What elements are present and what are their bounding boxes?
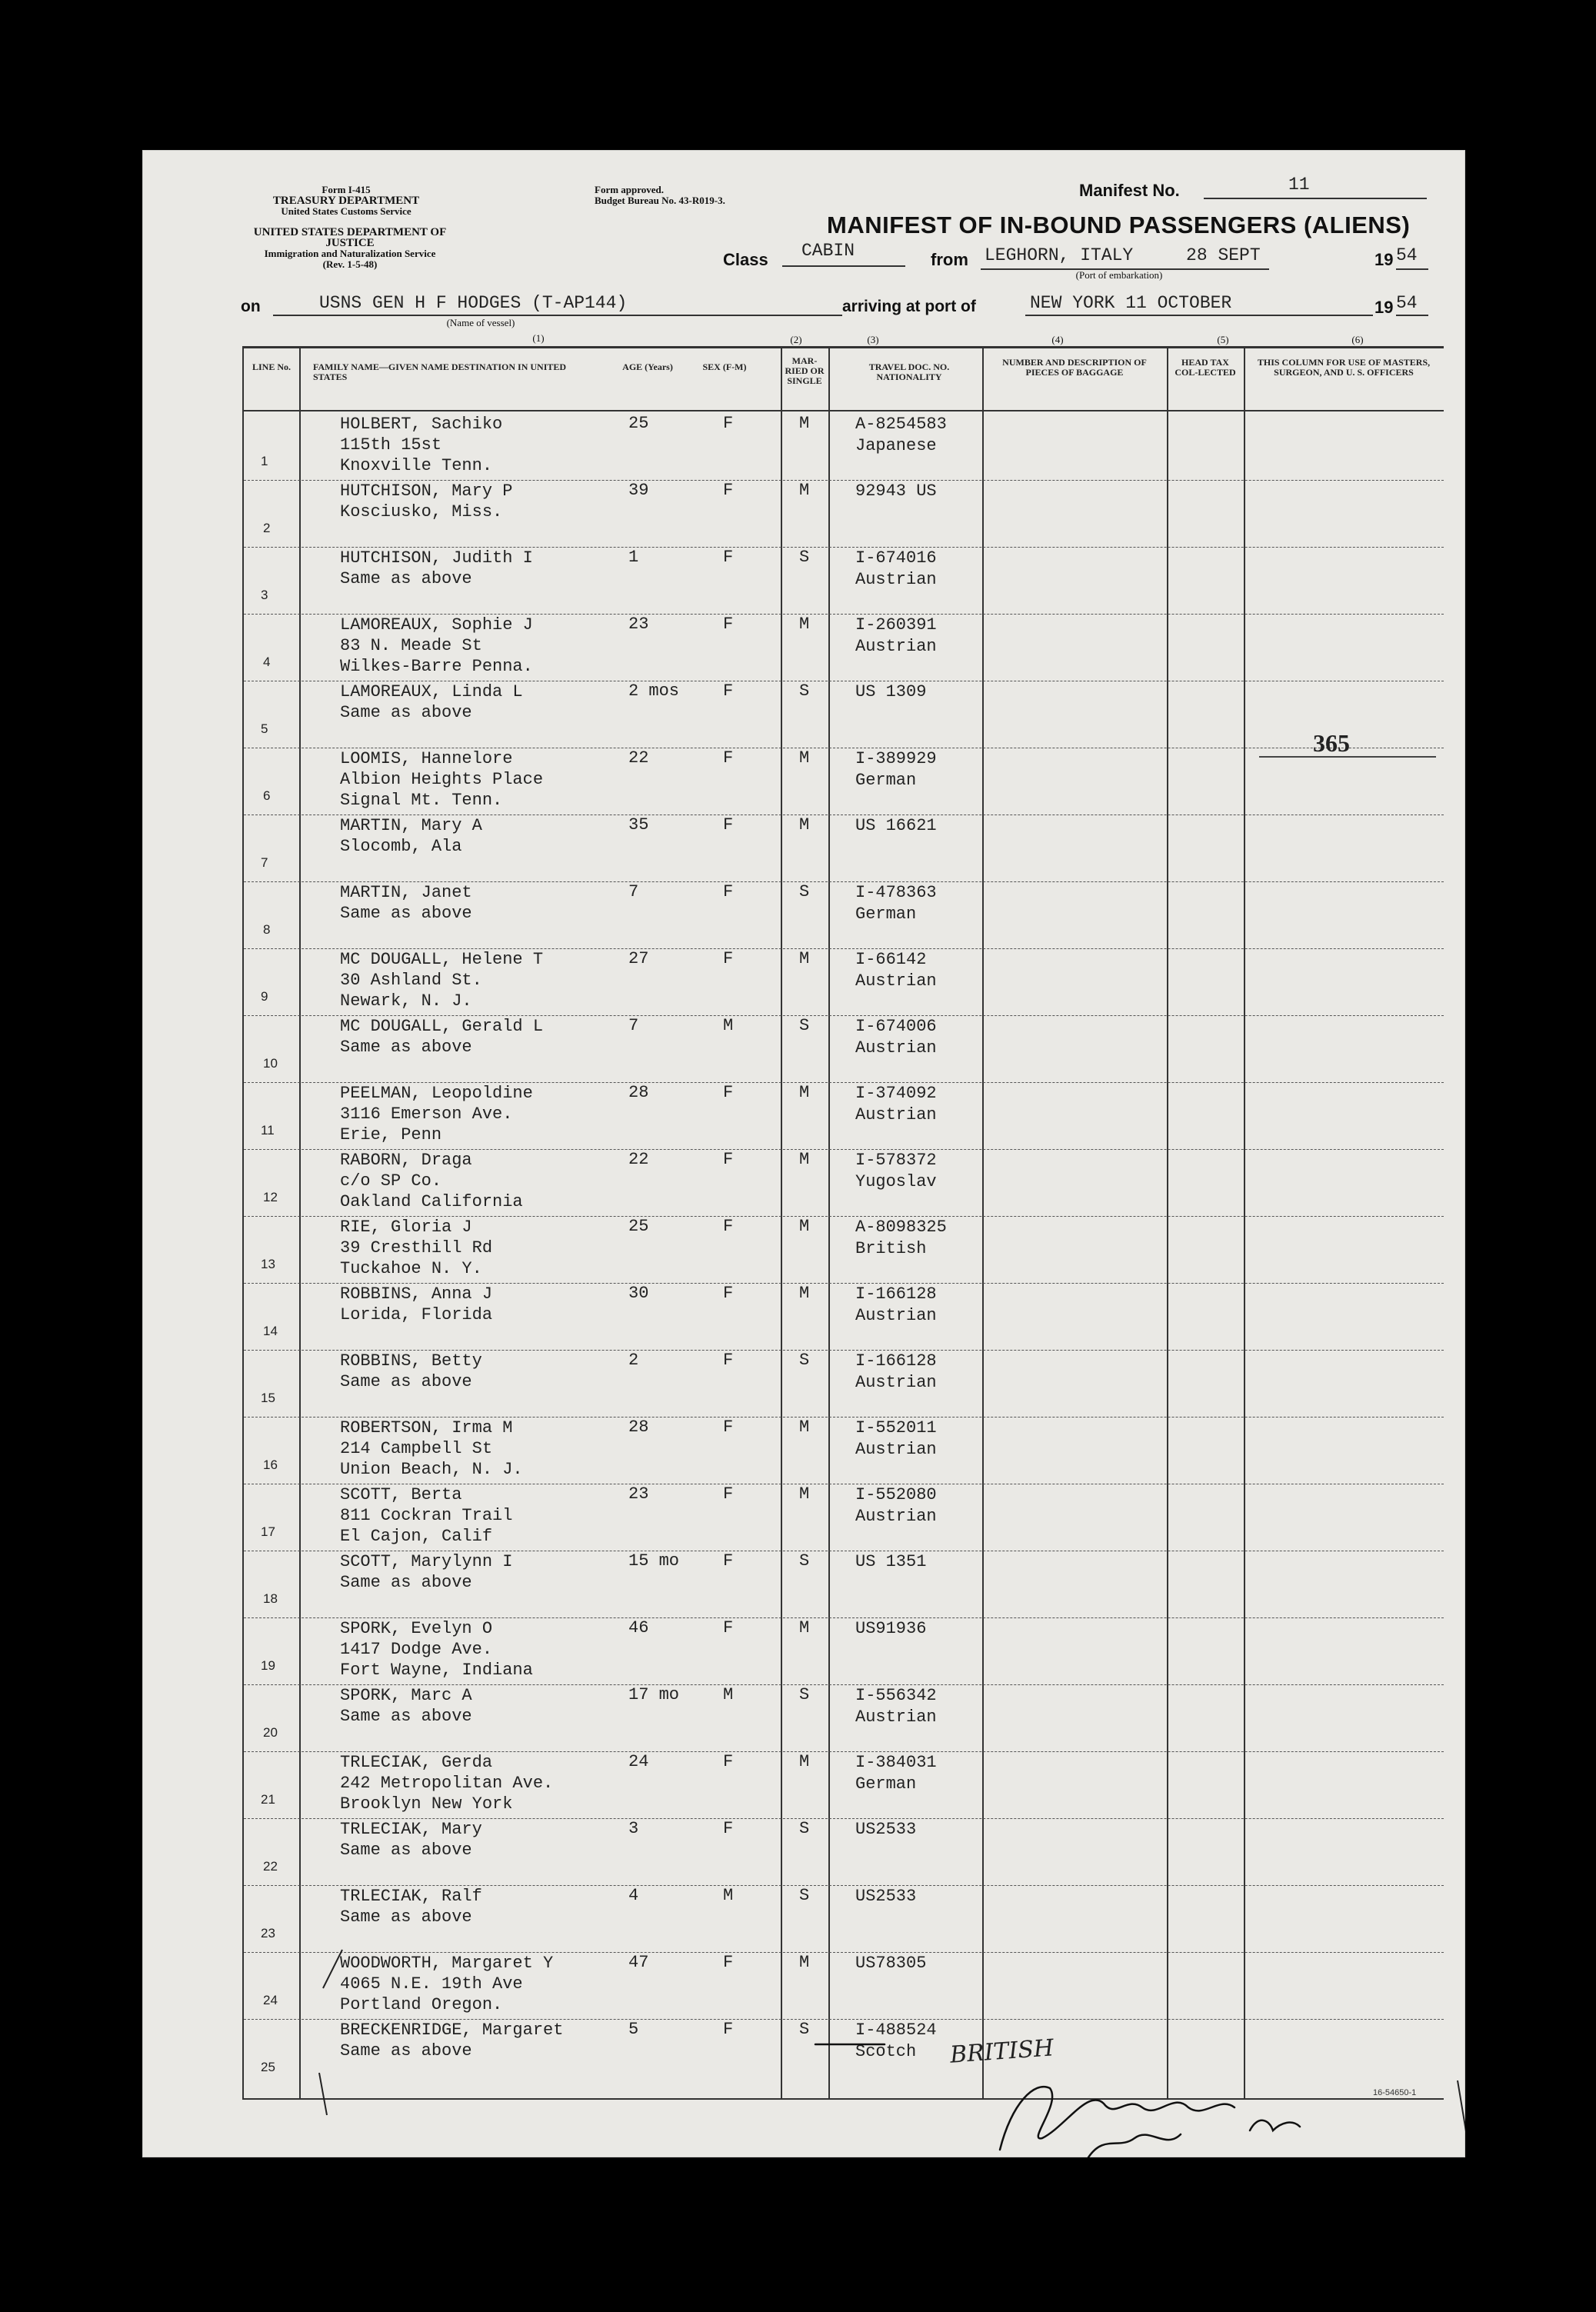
stamp-number: 365 (1313, 729, 1350, 757)
line-number: 1 (261, 454, 268, 468)
year-prefix: 19 (1374, 250, 1394, 269)
sex: F (723, 1150, 734, 1169)
col-num-1: (1) (532, 332, 545, 344)
travel-doc-number: US78305 (855, 1954, 927, 1973)
nationality: Austrian (855, 1707, 937, 1727)
manifest-no-text: 11 (1288, 175, 1310, 195)
travel-doc-number: I-674016 (855, 548, 937, 568)
nationality: Austrian (855, 570, 937, 589)
family-given-name: LOOMIS, Hannelore (340, 749, 513, 768)
form-number: Form I-415 (322, 184, 371, 195)
port-embarkation-caption: (Port of embarkation) (1075, 269, 1163, 281)
handwriting-marks (142, 150, 1465, 2157)
age: 15 mo (628, 1551, 680, 1571)
line-number: 17 (261, 1524, 275, 1539)
destination-line-1: Same as above (340, 703, 472, 722)
sex: F (723, 1618, 734, 1637)
destination-line-2: Newark, N. J. (340, 991, 472, 1011)
family-given-name: ROBBINS, Anna J (340, 1284, 493, 1304)
header-officer-use: THIS COLUMN FOR USE OF MASTERS, SURGEON, AND U. S. OFFICERS (1257, 357, 1431, 378)
destination-line-2: Erie, Penn (340, 1125, 442, 1144)
line-number: 10 (263, 1056, 278, 1071)
age: 2 mos (628, 681, 680, 701)
nationality: British (855, 1239, 927, 1258)
destination-line-1: 39 Cresthill Rd (340, 1238, 493, 1258)
family-given-name: RABORN, Draga (340, 1151, 472, 1170)
destination-line-1: 115th 15st (340, 435, 442, 455)
marital-status: M (799, 1953, 810, 1972)
marital-status: M (799, 1418, 810, 1437)
class-value: CABIN (801, 241, 855, 261)
marital-status: M (799, 1484, 810, 1504)
travel-doc-number: I-478363 (855, 883, 937, 902)
family-given-name: SPORK, Marc A (340, 1686, 472, 1705)
age: 46 (628, 1618, 649, 1637)
nationality: Austrian (855, 1038, 937, 1058)
check-mark (319, 2073, 327, 2115)
line-number: 11 (261, 1123, 275, 1138)
age: 23 (628, 1484, 649, 1504)
year2-value: 54 (1396, 293, 1418, 313)
age: 5 (628, 2020, 639, 2039)
col-num-5: (5) (1217, 334, 1229, 345)
nationality: Austrian (855, 1306, 937, 1325)
travel-doc-number: US 1309 (855, 682, 927, 701)
marital-status: S (799, 1819, 810, 1838)
header-line-no: LINE No. (252, 361, 291, 372)
line-number: 22 (263, 1859, 278, 1874)
marital-status: S (799, 1886, 810, 1905)
family-given-name: TRLECIAK, Mary (340, 1820, 482, 1839)
marital-status: S (799, 1551, 810, 1571)
page-fold-corner (1458, 2080, 1465, 2150)
col-num-2: (2) (790, 334, 802, 345)
destination-line-2: Union Beach, N. J. (340, 1460, 523, 1479)
sex: F (723, 481, 734, 500)
line-number: 7 (261, 855, 268, 870)
line-number: 5 (261, 721, 268, 736)
line-number: 25 (261, 2060, 275, 2074)
family-given-name: SCOTT, Berta (340, 1485, 462, 1504)
family-given-name: MARTIN, Janet (340, 883, 472, 902)
family-given-name: TRLECIAK, Ralf (340, 1887, 482, 1906)
age: 25 (628, 414, 649, 433)
age: 22 (628, 748, 649, 768)
vessel-name: USNS GEN H F HODGES (T-AP144) (319, 293, 628, 313)
destination-line-1: Kosciusko, Miss. (340, 502, 503, 521)
destination-line-1: Same as above (340, 1372, 472, 1391)
destination-line-1: Same as above (340, 1573, 472, 1592)
budget-bureau: Budget Bureau No. 43-R019-3. (595, 195, 725, 206)
marital-status: M (799, 815, 810, 835)
travel-doc-number: I-389929 (855, 749, 937, 768)
line-number: 3 (261, 588, 268, 602)
destination-line-1: 1417 Dodge Ave. (340, 1640, 493, 1659)
nationality: German (855, 1774, 917, 1794)
travel-doc-number: US 16621 (855, 816, 937, 835)
line-number: 12 (263, 1190, 278, 1204)
destination-line-1: c/o SP Co. (340, 1171, 442, 1191)
line-number: 15 (261, 1391, 275, 1405)
sex: M (723, 1016, 734, 1035)
british-handwritten: BRITISH (948, 2034, 1055, 2069)
sex: F (723, 1284, 734, 1303)
travel-doc-number: US2533 (855, 1820, 917, 1839)
sex: F (723, 748, 734, 768)
sex: F (723, 882, 734, 901)
travel-doc-number: US91936 (855, 1619, 927, 1638)
destination-line-1: 811 Cockran Trail (340, 1506, 513, 1525)
from-value: LEGHORN, ITALY (985, 245, 1134, 265)
sex: F (723, 1351, 734, 1370)
line-number: 2 (263, 521, 271, 535)
nationality: Austrian (855, 971, 937, 991)
line-number: 18 (263, 1591, 278, 1606)
vessel-caption: (Name of vessel) (446, 317, 515, 328)
family-given-name: ROBBINS, Betty (340, 1351, 482, 1371)
age: 27 (628, 949, 649, 968)
nationality: Japanese (855, 436, 937, 455)
signature-second-line (1088, 2134, 1181, 2157)
age: 3 (628, 1819, 639, 1838)
date-value: 28 SEPT (1186, 245, 1261, 265)
header-age: AGE (Years) (622, 361, 673, 372)
travel-doc-number: US 1351 (855, 1552, 927, 1571)
marital-status: M (799, 1217, 810, 1236)
destination-line-1: Same as above (340, 1841, 472, 1860)
nationality: Austrian (855, 1507, 937, 1526)
marital-status: S (799, 2020, 810, 2039)
marital-status: S (799, 1685, 810, 1704)
on-label: on (241, 298, 261, 315)
family-given-name: TRLECIAK, Gerda (340, 1753, 493, 1772)
marital-status: M (799, 949, 810, 968)
destination-line-1: 83 N. Meade St (340, 636, 482, 655)
line-number: 23 (261, 1926, 275, 1941)
family-given-name: ROBERTSON, Irma M (340, 1418, 513, 1438)
destination-line-1: 242 Metropolitan Ave. (340, 1774, 554, 1793)
nationality: German (855, 771, 917, 790)
travel-doc-number: I-488524 (855, 2021, 937, 2040)
destination-line-1: 4065 N.E. 19th Ave (340, 1974, 523, 1994)
sex: F (723, 548, 734, 567)
age: 4 (628, 1886, 639, 1905)
col-num-6: (6) (1351, 334, 1364, 345)
signature-scribble (1000, 2087, 1234, 2150)
travel-doc-number: I-66142 (855, 950, 927, 969)
family-given-name: HOLBERT, Sachiko (340, 415, 503, 434)
family-given-name: PEELMAN, Leopoldine (340, 1084, 533, 1103)
family-given-name: WOODWORTH, Margaret Y (340, 1954, 554, 1973)
destination-line-2: Tuckahoe N. Y. (340, 1259, 482, 1278)
line-number: 21 (261, 1792, 275, 1807)
marital-status: S (799, 1016, 810, 1035)
destination-line-2: Knoxville Tenn. (340, 456, 493, 475)
age: 28 (628, 1418, 649, 1437)
age: 2 (628, 1351, 639, 1370)
marital-status: M (799, 1284, 810, 1303)
line-number: 14 (263, 1324, 278, 1338)
family-given-name: BRECKENRIDGE, Margaret (340, 2021, 564, 2040)
header-sex: SEX (F-M) (702, 361, 747, 372)
destination-line-2: Fort Wayne, Indiana (340, 1661, 533, 1680)
age: 35 (628, 815, 649, 835)
sex: M (723, 1685, 734, 1704)
sex: F (723, 1752, 734, 1771)
travel-doc-number: I-384031 (855, 1753, 937, 1772)
family-given-name: MC DOUGALL, Helene T (340, 950, 544, 969)
travel-doc-number: I-552011 (855, 1418, 937, 1438)
line-number: 20 (263, 1725, 278, 1740)
travel-doc-number: I-374092 (855, 1084, 937, 1103)
header-baggage: NUMBER AND DESCRIPTION OF PIECES OF BAGGAGE (1002, 357, 1147, 378)
destination-line-2: Wilkes-Barre Penna. (340, 657, 533, 676)
header-travel-doc: TRAVEL DOC. NO. NATIONALITY (868, 361, 950, 382)
check-mark (323, 1950, 342, 1988)
sex: F (723, 1551, 734, 1571)
family-given-name: MC DOUGALL, Gerald L (340, 1017, 544, 1036)
line-number: 6 (263, 788, 271, 803)
customs-service: United States Customs Service (281, 205, 411, 217)
arrival-value: NEW YORK 11 OCTOBER (1030, 293, 1232, 313)
year-value: 54 (1396, 245, 1418, 265)
year2-prefix: 19 (1374, 298, 1394, 317)
nationality: Yugoslav (855, 1172, 937, 1191)
arriving-label: arriving at port of (842, 298, 976, 315)
travel-doc-number: I-578372 (855, 1151, 937, 1170)
marital-status: M (799, 1618, 810, 1637)
marital-status: M (799, 1083, 810, 1102)
marital-status: S (799, 1351, 810, 1370)
age: 1 (628, 548, 639, 567)
family-given-name: HUTCHISON, Judith I (340, 548, 533, 568)
family-given-name: LAMOREAUX, Linda L (340, 682, 523, 701)
nationality: Austrian (855, 1373, 937, 1392)
signature-initials (1250, 2120, 1300, 2130)
travel-doc-number: A-8254583 (855, 415, 947, 434)
marital-status: M (799, 1150, 810, 1169)
header-name: FAMILY NAME—GIVEN NAME DESTINATION IN UNITED STATES (313, 361, 567, 382)
age: 24 (628, 1752, 649, 1771)
nationality: Austrian (855, 1440, 937, 1459)
travel-doc-number: US2533 (855, 1887, 917, 1906)
marital-status: M (799, 1752, 810, 1771)
destination-line-1: 30 Ashland St. (340, 971, 482, 990)
sex: M (723, 1886, 734, 1905)
doj-title: UNITED STATES DEPARTMENT OF JUSTICE (253, 226, 447, 249)
destination-line-2: Oakland California (340, 1192, 523, 1211)
treasury-dept: TREASURY DEPARTMENT (272, 195, 420, 207)
sex: F (723, 949, 734, 968)
nationality: German (855, 904, 917, 924)
from-label: from (931, 250, 968, 269)
manifest-title: MANIFEST OF IN-BOUND PASSENGERS (ALIENS) (827, 212, 1411, 238)
destination-line-1: Same as above (340, 1038, 472, 1057)
destination-line-1: Same as above (340, 1907, 472, 1927)
family-given-name: LAMOREAUX, Sophie J (340, 615, 533, 635)
age: 30 (628, 1284, 649, 1303)
travel-doc-number: A-8098325 (855, 1218, 947, 1237)
line-number: 16 (263, 1457, 278, 1472)
destination-line-2: Brooklyn New York (340, 1794, 513, 1814)
marital-status: M (799, 615, 810, 634)
family-given-name: HUTCHISON, Mary P (340, 481, 513, 501)
family-given-name: RIE, Gloria J (340, 1218, 472, 1237)
destination-line-1: Same as above (340, 1707, 472, 1726)
manifest-no-label: Manifest No. (1079, 181, 1180, 200)
destination-line-2: Portland Oregon. (340, 1995, 503, 2014)
destination-line-1: Same as above (340, 569, 472, 588)
col-num-4: (4) (1051, 334, 1064, 345)
travel-doc-number: I-166128 (855, 1284, 937, 1304)
family-given-name: MARTIN, Mary A (340, 816, 482, 835)
form-approved: Form approved. (595, 184, 665, 195)
sex: F (723, 615, 734, 634)
age: 25 (628, 1217, 649, 1236)
travel-doc-number: I-166128 (855, 1351, 937, 1371)
family-given-name: SCOTT, Marylynn I (340, 1552, 513, 1571)
line-number: 24 (263, 1993, 278, 2007)
destination-line-1: Albion Heights Place (340, 770, 544, 789)
age: 39 (628, 481, 649, 500)
destination-line-2: El Cajon, Calif (340, 1527, 493, 1546)
marital-status: S (799, 548, 810, 567)
line-number: 19 (261, 1658, 275, 1673)
marital-status: M (799, 414, 810, 433)
sex: F (723, 1819, 734, 1838)
travel-doc-number: I-674006 (855, 1017, 937, 1036)
sex: F (723, 681, 734, 701)
sex: F (723, 815, 734, 835)
destination-line-1: Slocomb, Ala (340, 837, 462, 856)
header-married: MAR-RIED OR SINGLE (785, 355, 825, 386)
age: 7 (628, 1016, 639, 1035)
line-number: 8 (263, 922, 271, 937)
destination-line-1: 214 Campbell St (340, 1439, 493, 1458)
line-number: 13 (261, 1257, 275, 1271)
age: 23 (628, 615, 649, 634)
sex: F (723, 1217, 734, 1236)
sex: F (723, 2020, 734, 2039)
destination-line-1: Same as above (340, 904, 472, 923)
travel-doc-number: I-552080 (855, 1485, 937, 1504)
ins-title: Immigration and Naturalization Service (264, 248, 436, 259)
marital-status: M (799, 748, 810, 768)
family-given-name: SPORK, Evelyn O (340, 1619, 493, 1638)
sex: F (723, 1418, 734, 1437)
marital-status: S (799, 882, 810, 901)
header-head-tax: HEAD TAX COL-LECTED (1175, 357, 1236, 378)
age: 47 (628, 1953, 649, 1972)
age: 17 mo (628, 1685, 680, 1704)
line-number: 4 (263, 655, 271, 669)
destination-line-1: Same as above (340, 2041, 472, 2060)
destination-line-1: 3116 Emerson Ave. (340, 1104, 513, 1124)
class-label: Class (723, 250, 768, 269)
line-number: 9 (261, 989, 268, 1004)
marital-status: M (799, 481, 810, 500)
destination-line-2: Signal Mt. Tenn. (340, 791, 503, 810)
form-revision: (Rev. 1-5-48) (322, 258, 378, 270)
manifest-page (142, 150, 1465, 2157)
travel-doc-number: I-260391 (855, 615, 937, 635)
age: 7 (628, 882, 639, 901)
col-num-3: (3) (867, 334, 879, 345)
sex: F (723, 1484, 734, 1504)
nationality: Scotch (855, 2042, 917, 2061)
nationality: Austrian (855, 637, 937, 656)
marital-status: S (799, 681, 810, 701)
nationality: Austrian (855, 1105, 937, 1124)
destination-line-1: Lorida, Florida (340, 1305, 493, 1324)
travel-doc-number: I-556342 (855, 1686, 937, 1705)
age: 28 (628, 1083, 649, 1102)
print-code: 16-54650-1 (1373, 2088, 1417, 2097)
age: 22 (628, 1150, 649, 1169)
sex: F (723, 1953, 734, 1972)
sex: F (723, 1083, 734, 1102)
sex: F (723, 414, 734, 433)
travel-doc-number: 92943 US (855, 481, 937, 501)
